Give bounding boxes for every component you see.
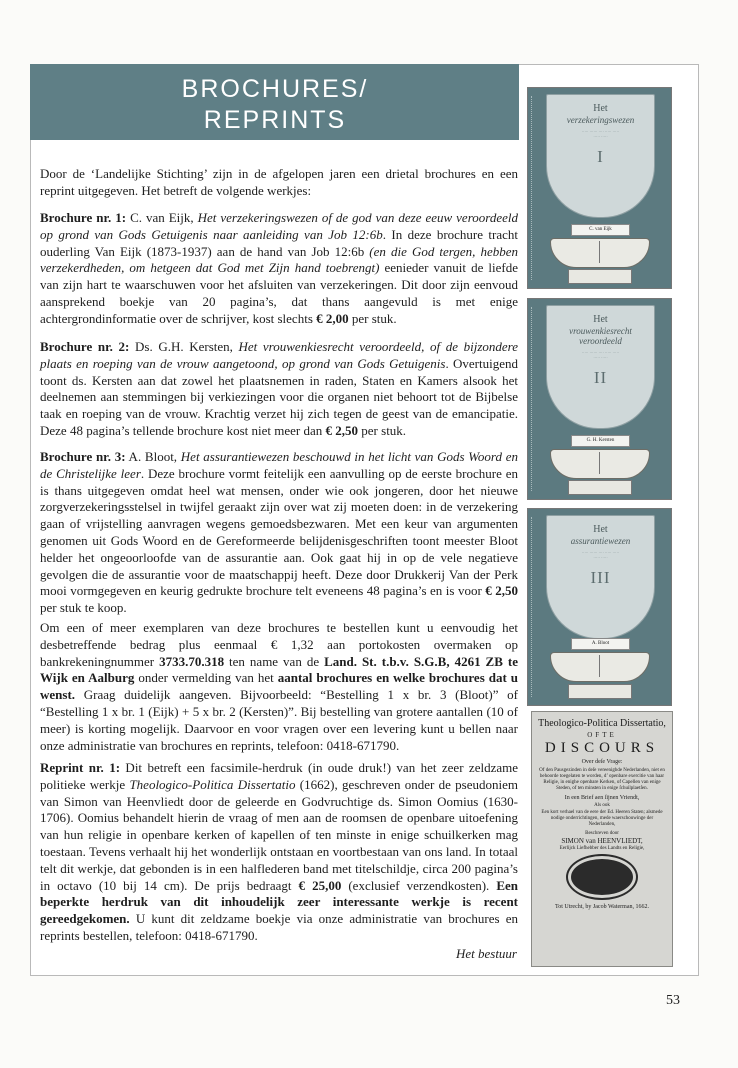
brochure-1-label: Brochure nr. 1: [40,210,127,225]
brochure-2-title: Het vrouwenkiesrecht veroordeeld, of de bijzondere plaats en roeping van de vrouw aangetoond, op grond van Gods Getuigenis [40,339,518,371]
cover-spine-text [531,96,536,280]
cover-shield: Het vrouwenkiesrecht veroordeeld ····· ······ ···· ····· ····· ····· ····· II [546,305,655,429]
page-number: 53 [666,993,680,1008]
brochure-3-price: € 2,50 [485,583,518,599]
intro-paragraph: Door de ‘Landelijke Stichting’ zijn in de afgelopen jaren een drietal brochures en een reprint uitgegeven. Het betreft de volgende werkjes: [40,166,518,198]
title-line-1: BROCHURES/ [181,75,369,103]
cover-plate [568,684,632,699]
brochure-1-cover [527,87,672,289]
brochure-2-paragraph: Brochure nr. 2: Ds. G.H. Kersten, Het vrouwenkiesrecht veroordeeld, of de bijzondere plaats en roeping van de vrouw aangetoond, op grond van Gods Getuigenis. Overtuigend toont ds. Kersten aan dat zowel het plaatsnemen in raden, Staten en Kamers alsook het deelnemen aan stemmingen bij verkiezingen voor die organen niet behoort tot de Bijbelse taak en roeping van de vrouw. Krachtig verzet hij zich tegen de geest van de emancipatie. Deze 48 pagina’s tellende brochure kost niet meer dan € 2,50 per stuk. [40,339,518,438]
open-book-icon [550,449,650,479]
cover-shield: Het verzekeringswezen ····· ······ ···· ····· ····· ····· ····· I [546,94,655,218]
reprint-label: Reprint nr. 1: [40,760,121,775]
cover-author: C. van Eijk [571,224,630,236]
brochure-2-price: € 2,50 [325,422,359,438]
brochure-3-title: Het assurantiewezen beschouwd in het licht van Gods Woord en de Christelijke leer [40,449,518,481]
brochure-3-cover [527,508,672,706]
cover-plate [568,269,632,284]
cover-shield: Het assurantiewezen ····· ······ ···· ····· ····· ····· ····· III [546,515,655,639]
reprint-price: € 25,00 [298,877,342,893]
order-paragraph: Om een of meer exemplaren van deze brochures te bestellen kunt u eenvoudig het desbetreffende bedrag plus eenmaal € 1,32 aan portokosten overmaken op bankrekeningnummer 3733.70.318 ten name van de Land. St. t.b.v. S.G.B, 4261 ZB te Wijk en Aalburg onder vermelding van het aantal brochures en welke brochures dat u wenst. Graag duidelijk aangeven. Bijvoorbeeld: “Bestelling 1 x br. 3 (Bloot)” of “Bestelling 1 x br. 1 (Eijk) + 5 x br. 2 (Kersten)”. Bij bestelling van grotere aantallen (10 of meer) is korting mogelijk. Daarvoor en voor vragen over een levering kunt u bellen naar onze administratie van brochures en reprints, telefoon: 0418-671790. [40,620,518,753]
brochure-2-label: Brochure nr. 2: [40,339,130,354]
cover-author: G. H. Kersten [571,435,630,447]
reprint-title: Theologico-Politica Dissertatio [129,776,296,792]
brochure-1-price: € 2,00 [316,310,349,326]
brochure-1-paragraph: Brochure nr. 1: C. van Eijk, Het verzekeringswezen of de god van deze eeuw veroordeeld op grond van Gods Getuigenis naar aanleiding van Job 12:6b. In deze brochure tracht ouderling Van Eijk (1873-1937) aan de hand van Job 12:6b (en die God tergen, hebben verzekerdheden, om hetgeen dat God met Zijn hand toebrengt) eenieder vanuit de liefde van zijn hart te waarschuwen voor het afsluiten van verzekeringen. Dit door zijn eenvoud aansprekend boekje van 20 pagina’s, dat thans aangevuld is met enige achtergrondinformatie over de schrijver, kost slechts € 2,00 per stuk. [40,210,519,326]
brochure-1-title: Het verzekeringswezen of de god van deze eeuw veroordeeld op grond van Gods Getuigenis naar aanleiding van Job 12:6b [40,210,519,242]
cover-spine-text [531,307,536,491]
payee-name: Land. St. t.b.v. S.G.B, 4261 ZB te Wijk en Aalburg [40,653,518,686]
cover-spine-text [531,517,536,697]
signature: Het bestuur [455,946,517,961]
reprint-paragraph: Reprint nr. 1: Dit betreft een facsimile-herdruk (in oude druk!) van het zeer zeldzame politieke werkje Theologico-Politica Dissertatio (1662), geschreven onder de pseudoniem van Simon van Heenvliedt door de geleerde en Godvruchtige ds. Simon Oomius (1630-1706). Oomius behandelt hierin de vraag of men aan de roomsen de openbare uitoefening van hun religie in openbare kerken of kapellen of ten minste in enige schuilkerken mag toestaan. Tevens verhaalt hij het wonderlijk ontstaan en voortbestaan van ons land. In totaal telt dit werkje, dat gebonden is in een halflederen band met titelschildje, circa 200 pagina’s in octavo (10 bij 14 cm). De prijs bedraagt € 25,00 (exclusief verzendkosten). Een beperkte herdruk van dit inhoudelijk zeer interessante werkje is recent gereedgekomen. U kunt dit zeldzame boekje via onze administratie van brochures en reprints bestellen, telefoon: 0418-671790. [40,760,519,943]
open-book-icon [550,652,650,682]
open-book-icon [550,238,650,268]
printer-ornament [568,856,636,898]
brochure-3-paragraph: Brochure nr. 3: A. Bloot, Het assurantiewezen beschouwd in het licht van Gods Woord en de Christelijke leer. Deze brochure vormt feitelijk een aanvulling op de eerste brochure en is thans uitgegeven omdat heel wat mensen, onder wie ook jongeren, door het nieuwe zorgverzekeringsstelsel in twijfel geraakt zijn over wat zij moeten doen: in de verzekering gaan of vrijstelling aanvragen wegens gemoedsbezwaren. Met een keur van argumenten genomen uit Gods Woord en de Gereformeerde belijdenisgeschriften toont meester Bloot helder het ongeoorloofde van de assurantie aan. Ook gaat hij in op de vele negatieve gevolgen die de assurantie voor de maatschappij heeft. Deze door Drukkerij Van der Perk mooi vormgegeven en keurig gedrukte brochure telt eveneens 48 pagina’s en is voor € 2,50 per stuk te koop. [40,449,518,616]
reprint-title-page: Theologico-Politica Dissertatio, OFTE DISCOURS Over deſe Vrage: Of den Pausgezinden in deſe vereenighde Nederlanden, niet en behoorde toegelaten te worden, d’ openbare exercitie van haar Religie, in enighe openbare Kerken, of Capellen van enige Steden, of ten minsten in enige ſchuilplaetſen. In een Brief aen ſijnen Vriendt, Als ook Een kort verhael van de eere der Ed. Heeren Staten; alsmede nodige onderrichtingen, mede waerschouwinge der Nederlanden, Beschreven door SIMON van HEENVLIEDT, Eerlijck Liefhebber des Landts en Religie, Tot Utrecht, by Jacob Waterman, 1662. [531,711,673,967]
brochure-3-label: Brochure nr. 3: [40,449,126,464]
bank-account: 3733.70.318 [159,653,225,669]
page-title [160,74,390,136]
cover-author: A. Bloot [571,638,630,650]
brochure-2-cover [527,298,672,500]
cover-plate [568,480,632,495]
title-line-2: REPRINTS [203,106,347,134]
